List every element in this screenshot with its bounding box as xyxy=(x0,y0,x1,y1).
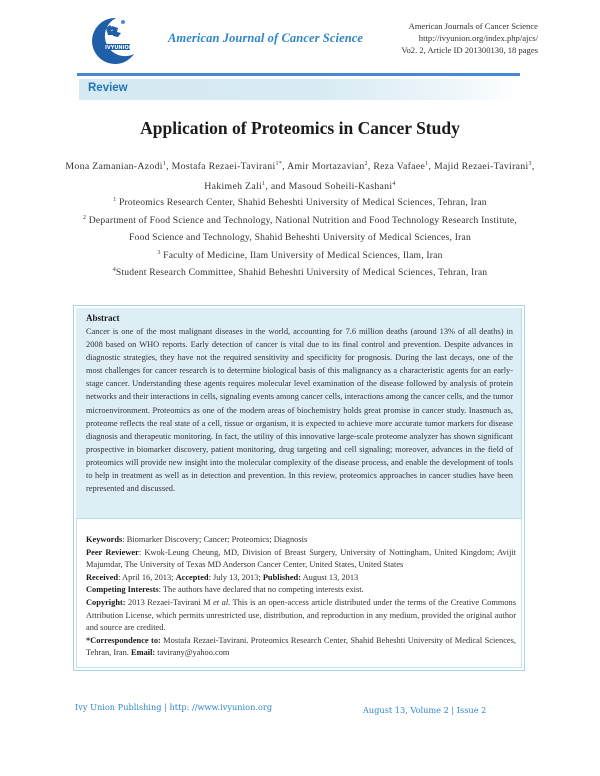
affiliation-list xyxy=(60,194,540,282)
header-divider xyxy=(77,73,520,76)
journal-meta xyxy=(401,20,538,56)
journal-url[interactable]: http://ivyunion.org/index.php/ajcs/ xyxy=(418,33,538,43)
article-metadata xyxy=(86,534,516,660)
section-band xyxy=(79,79,520,100)
dates: Received: April 16, 2013; Accepted: July 13, 2013; Published: August 13, 2013 xyxy=(86,572,359,582)
affiliation: $^4$Student Research Committee, Shahid Beheshti University of Medical Sciences, Tehran, Iran xyxy=(112,267,488,279)
journal-name-line: American Journals of Cancer Science xyxy=(408,21,538,31)
author: Majid Rezaei-Tavirani$^3$, xyxy=(433,161,535,172)
competing-interests: Competing Interests: The authors have declared that no competing interests exist. xyxy=(86,585,364,595)
issue-footer: August 13, Volume 2 | Issue 2 xyxy=(363,705,487,715)
email-link[interactable]: tavirany@yahoo.com xyxy=(155,648,230,658)
journal-logo xyxy=(86,14,136,66)
svg-text:IVYUNION: IVYUNION xyxy=(105,45,133,51)
affiliation: $^1$ Proteomics Research Center, Shahid Beheshti University of Medical Sciences, Tehran, Iran xyxy=(113,197,487,208)
abstract-text: Cancer is one of the most malignant diseases in the world, accounting for 7.6 million deaths (around 13% of all deaths) in 2008 based on WHO reports. Early detection of cancer is vital due to its final control and prevention. Despite advances in diagnostic strategies, they have not the required sensitivity and specificity for prognosis. During the last decays, one of the most challenges for cancer research is to determine biological basis of this malignancy as a characteristic agents for an early-stage cancer. Understanding these agents requires molecular level examination of the disease followed by analysis of protein networks and their interactions in cells, signaling events among cancer cells, interactions among the cancer cells, and the tumor microenvironment. Proteomics as one of the modern areas of biochemistry holds great promise in cancer study. Inasmuch as, proteome reflects the real state of a cell, tissue or organism, it is expected to achieve more accurate tumor markers for disease diagnosis and therapeutic monitoring. In fact, the utility of this innovative large-scale proteome analyzer has shown significant prospective in biomarker discovery, patient monitoring, drug targeting and cell signaling; moreover, advances in the field of proteomics will provide new insight into the molecular complexity of the disease process, and enable the development of tools to help in treatment as well as in detection and prevention. In this review, proteomics approaches in cancer studies have been represented and discussed. xyxy=(86,327,513,494)
article-id-line: Vo2. 2, Article ID 201300130, 18 pages xyxy=(401,45,538,55)
keywords: Keywords: Biomarker Discovery; Cancer; Proteomics; Diagnosis xyxy=(86,535,308,544)
author: Masoud Soheili-Kashani$^4$ xyxy=(288,181,396,192)
journal-title: American Journal of Cancer Science xyxy=(168,31,364,45)
author: Reza Vafaee$^1$, xyxy=(373,161,434,172)
author: Mona Zamanian-Azodi$^1$, xyxy=(65,161,172,172)
abstract-panel xyxy=(76,308,522,519)
publisher-footer[interactable]: Ivy Union Publishing | http: //www.ivyunion.org xyxy=(75,702,273,712)
author: Mostafa Rezaei-Tavirani$^{1*}$, xyxy=(171,161,288,172)
ivy-union-crescent-logo-icon xyxy=(86,14,136,66)
abstract-frame xyxy=(73,305,525,671)
correspondence: *Correspondence to: Mostafa Rezaei-Tavirani. Proteomics Research Center, Shahid Beheshti University of Medical Sciences, Tehran, Iran. Email: tavirany@yahoo.com xyxy=(86,635,516,658)
affiliation: $^2$ Department of Food Science and Technology, National Nutrition and Food Technology Research Institute, Food Science and Technology, Shahid Beheshti University of Medical Sciences, Iran xyxy=(83,214,517,244)
author: Hakimeh Zali$^1$, and xyxy=(204,181,289,192)
affiliation: $^3$ Faculty of Medicine, Ilam University of Medical Sciences, Ilam, Iran xyxy=(157,249,443,261)
copyright: Copyright: 2013 Rezaei-Tavirani M et al. This is an open-access article distributed under the terms of the Creative Commons Attribution License, which permits unrestricted use, distribution, and reproduction in any medium, provided the original author and source are credited. xyxy=(86,597,516,633)
abstract-heading: Abstract xyxy=(86,313,120,323)
author-list xyxy=(60,157,540,197)
author: Amir Mortazavian$^2$, xyxy=(287,161,374,172)
section-label: Review xyxy=(88,82,128,94)
paper-title: Application of Proteomics in Cancer Study xyxy=(140,118,460,138)
peer-reviewer: Peer Reviewer: Kwok-Leung Cheung, MD, Division of Breast Surgery, University of Nottingham, United Kingdom; Avijit Majumdar, The University of Texas MD Anderson Cancer Center, United States, United States xyxy=(86,547,516,570)
